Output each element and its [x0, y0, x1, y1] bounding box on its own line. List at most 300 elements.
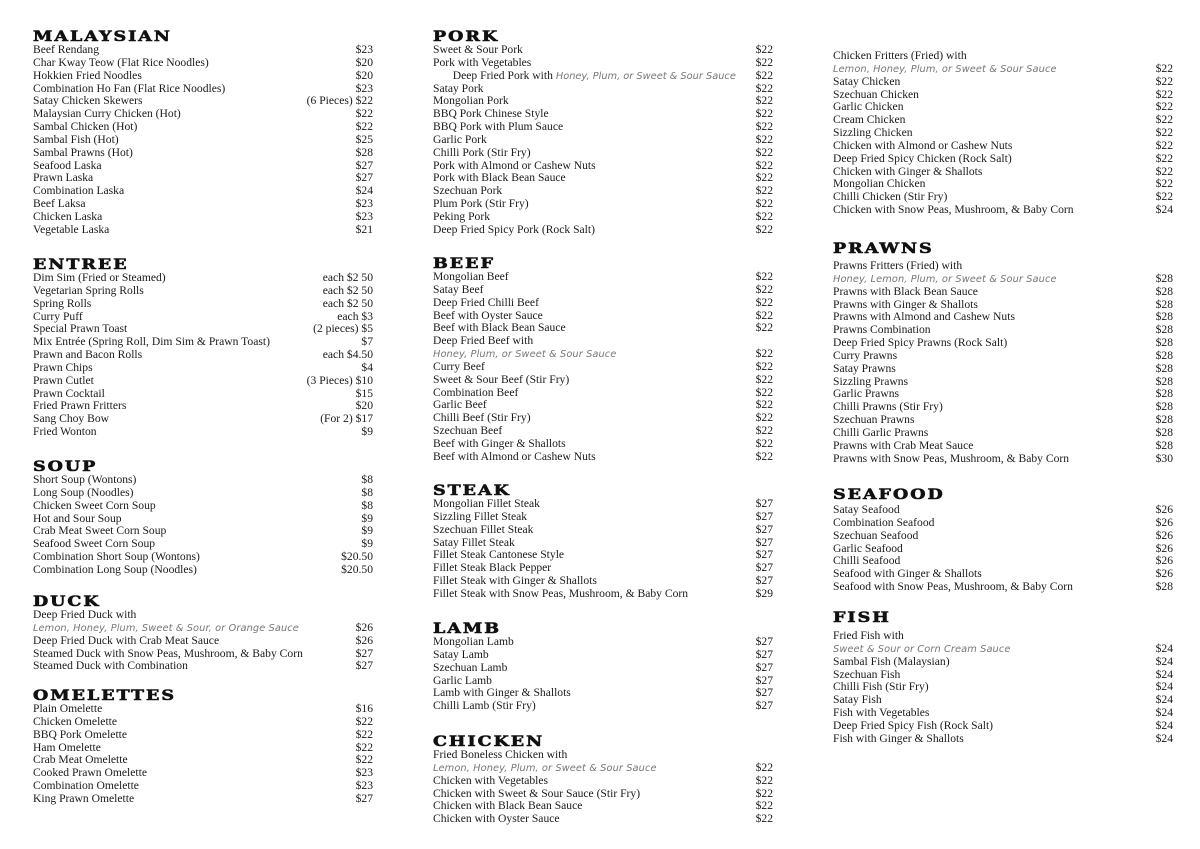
item-name: Steamed Duck with Snow Peas, Mushroom, & Baby Corn [33, 646, 303, 660]
menu-list [433, 361, 773, 464]
item-name: Sweet & Sour Pork [433, 43, 523, 56]
item-price: $22 [755, 398, 773, 412]
item-price: $8 [361, 498, 373, 512]
menu-item-lead [833, 260, 1173, 273]
item-price: $22 [755, 295, 773, 309]
menu-list [433, 775, 773, 826]
section-chicken-continued [833, 50, 1173, 217]
item-name: Fried Boneless Chicken with [433, 748, 568, 761]
item-name: Mongolian Fillet Steak [433, 497, 540, 510]
item-name: Malaysian Curry Chicken (Hot) [33, 107, 181, 121]
menu-item-sauce [833, 273, 1173, 286]
menu-item [433, 588, 773, 601]
item-name: Beef with Black Bean Sauce [433, 321, 566, 335]
sauce-options: Honey, Plum, or Sweet & Sour Sauce [433, 349, 617, 361]
menu-item [833, 427, 1173, 440]
menu-item [433, 121, 773, 134]
menu-item [33, 703, 373, 716]
menu-item [33, 660, 373, 673]
item-name: Chilli Lamb (Stir Fry) [433, 699, 536, 713]
item-price: $28 [355, 145, 373, 159]
item-name: Fried Prawn Fritters [33, 399, 127, 413]
item-price: $28 [1155, 348, 1173, 362]
menu-list [33, 474, 373, 577]
item-price: $27 [355, 659, 373, 673]
menu-item [833, 127, 1173, 140]
item-name: Beef Laksa [33, 197, 86, 211]
item-price: $28 [1155, 336, 1173, 350]
item-price: $24 [355, 184, 373, 198]
item-name: Sambal Chicken (Hot) [33, 120, 138, 134]
item-price: $28 [1155, 323, 1173, 337]
item-price: $8 [361, 485, 373, 499]
item-price: $27 [755, 686, 773, 700]
item-price: $22 [755, 282, 773, 296]
item-name: Szechuan Prawns [833, 413, 915, 427]
menu-list [433, 44, 773, 237]
item-price: $22 [755, 359, 773, 373]
menu-item [433, 636, 773, 649]
item-price: $7 [361, 335, 373, 349]
item-price: $22 [355, 714, 373, 728]
item-price: $22 [1155, 164, 1173, 178]
item-price: $28 [1155, 425, 1173, 439]
menu-item [433, 361, 773, 374]
item-price: $22 [755, 184, 773, 198]
item-price: $9 [361, 511, 373, 525]
menu-item [833, 453, 1173, 466]
item-name: Beef Rendang [33, 43, 99, 56]
menu-item [33, 474, 373, 487]
item-name: Spring Rolls [33, 296, 92, 310]
item-price: $26 [1155, 528, 1173, 542]
item-price: $24 [1155, 693, 1173, 707]
item-name: Prawns with Black Bean Sauce [833, 284, 978, 298]
menu-list [33, 272, 373, 439]
section-prawns [833, 242, 1173, 466]
section-heading: SOUP [33, 459, 98, 475]
item-name: Chicken with Ginger & Shallots [833, 164, 983, 178]
menu-item [433, 775, 773, 788]
item-name: Combination Omelette [33, 779, 139, 793]
menu-item [833, 530, 1173, 543]
item-name: Combination Seafood [833, 515, 935, 529]
item-name: Beef with Oyster Sauce [433, 308, 543, 322]
item-price: $22 [355, 107, 373, 121]
menu-item [433, 813, 773, 826]
item-name: BBQ Pork Omelette [33, 727, 128, 741]
item-price: $27 [755, 535, 773, 549]
item-price: $27 [755, 548, 773, 562]
item-price: each $4.50 [322, 348, 373, 362]
section-pork [433, 30, 773, 237]
item-name: Cooked Prawn Omelette [33, 766, 147, 780]
section-heading: FISH [833, 610, 891, 626]
item-name: Garlic Prawns [833, 387, 900, 401]
menu-item-sauce [433, 348, 773, 361]
section-heading: DUCK [33, 594, 101, 610]
item-price: $27 [755, 561, 773, 575]
item-price: $22 [355, 727, 373, 741]
item-name: Vegetarian Spring Rolls [33, 283, 144, 297]
item-price: $28 [1155, 400, 1173, 414]
item-price: $22 [755, 107, 773, 121]
sauce-options: Lemon, Honey, Plum, or Sweet & Sour Sauce [433, 762, 657, 774]
item-price: $22 [1155, 113, 1173, 127]
item-price: $20.50 [341, 562, 373, 576]
menu-item [33, 224, 373, 237]
menu-item [433, 700, 773, 713]
menu-item [33, 121, 373, 134]
section-heading: OMELETTES [33, 688, 177, 704]
item-name: Deep Fried Spicy Pork (Rock Salt) [433, 222, 595, 236]
item-price: $22 [755, 171, 773, 185]
item-price: (2 pieces) $5 [313, 322, 373, 336]
item-price: $9 [361, 425, 373, 439]
item-price: $27 [755, 699, 773, 713]
item-name: Chilli Seafood [833, 554, 901, 568]
menu-list [433, 498, 773, 601]
item-name: Mongolian Beef [433, 270, 509, 283]
item-price: $22 [755, 385, 773, 399]
sauce-options: Lemon, Honey, Plum, or Sweet & Sour Sauce [833, 63, 1057, 75]
item-name-wrap [453, 70, 736, 84]
menu-item [33, 70, 373, 83]
item-name: Satay Seafood [833, 503, 900, 516]
item-price: $30 [1155, 451, 1173, 465]
menu-item [833, 720, 1173, 733]
item-name: Deep Fried Duck with Crab Meat Sauce [33, 633, 220, 647]
item-name: Chicken with Snow Peas, Mushroom, & Baby Corn [833, 203, 1074, 217]
item-name: Long Soup (Noodles) [33, 485, 134, 499]
menu-item [433, 297, 773, 310]
item-price: $27 [755, 574, 773, 588]
item-name: Pork with Almond or Cashew Nuts [433, 158, 596, 172]
item-price: $22 [755, 270, 773, 283]
item-name: Deep Fried Beef with [433, 334, 534, 348]
item-price: $26 [355, 620, 373, 634]
item-price: each $3 [337, 309, 373, 323]
item-name: Satay Chicken [833, 74, 901, 88]
item-price: $26 [355, 633, 373, 647]
item-price: $29 [755, 586, 773, 600]
item-price: (3 Pieces) $10 [306, 373, 373, 387]
item-name: Lamb with Ginger & Shallots [433, 686, 571, 700]
item-name: Seafood Laska [33, 158, 102, 172]
item-price: $8 [361, 473, 373, 486]
menu-item [833, 350, 1173, 363]
section-omelettes [33, 689, 373, 806]
item-price: each $2 50 [322, 296, 373, 310]
menu-item [33, 793, 373, 806]
item-price: $27 [755, 647, 773, 661]
item-price: $24 [1155, 667, 1173, 681]
menu-item [833, 363, 1173, 376]
item-price: $22 [1155, 177, 1173, 191]
item-name: Peking Pork [433, 209, 491, 223]
section-fish [833, 611, 1173, 746]
item-price: $28 [1155, 387, 1173, 401]
menu-list [833, 286, 1173, 466]
item-price: $22 [1155, 61, 1173, 75]
item-price: $28 [1155, 413, 1173, 427]
menu-item [433, 224, 773, 237]
item-price: $24 [1155, 641, 1173, 655]
menu-item [433, 662, 773, 675]
item-name: Prawns with Crab Meat Sauce [833, 438, 974, 452]
item-price: $22 [755, 321, 773, 335]
item-price: (6 Pieces) $22 [306, 94, 373, 108]
item-name: Chilli Chicken (Stir Fry) [833, 190, 948, 204]
menu-item [433, 451, 773, 464]
item-name: Fish with Ginger & Shallots [833, 731, 964, 745]
menu-item [33, 780, 373, 793]
item-name: Seafood with Snow Peas, Mushroom, & Baby Corn [833, 580, 1073, 594]
menu-item [433, 438, 773, 451]
item-name: Sizzling Chicken [833, 126, 913, 140]
item-price: $22 [755, 145, 773, 159]
section-heading: PRAWNS [833, 241, 934, 257]
item-price: $22 [755, 132, 773, 146]
item-price: $22 [755, 43, 773, 56]
menu-item [33, 44, 373, 57]
item-name: Szechuan Pork [433, 184, 503, 198]
item-price: $23 [355, 81, 373, 95]
item-price: $26 [1155, 554, 1173, 568]
item-price: $22 [355, 120, 373, 134]
item-name: Hot and Sour Soup [33, 511, 122, 525]
item-name: Deep Fried Chilli Beef [433, 295, 539, 309]
item-name: Garlic Seafood [833, 541, 903, 555]
menu-item [433, 524, 773, 537]
item-price: $22 [755, 436, 773, 450]
item-name: Chicken Omelette [33, 714, 118, 728]
item-name: Ham Omelette [33, 740, 101, 754]
item-name: Fish with Vegetables [833, 706, 930, 720]
menu-item-sauce [833, 63, 1173, 76]
item-name: Satay Beef [433, 282, 484, 296]
item-name: Prawn Cocktail [33, 386, 105, 400]
item-price: $22 [755, 197, 773, 211]
menu-item [33, 298, 373, 311]
item-name: BBQ Pork Chinese Style [433, 107, 549, 121]
item-price: $22 [1155, 100, 1173, 114]
item-name: Mongolian Lamb [433, 635, 514, 648]
item-name: Prawns with Ginger & Shallots [833, 297, 978, 311]
item-price: $22 [755, 347, 773, 361]
menu-item [33, 635, 373, 648]
item-price: $28 [1155, 361, 1173, 375]
item-name: King Prawn Omelette [33, 791, 135, 805]
item-price: $22 [755, 411, 773, 425]
item-price: $23 [355, 779, 373, 793]
item-price: $9 [361, 537, 373, 551]
sauce-options: Sweet & Sour or Corn Cream Sauce [833, 643, 1011, 655]
item-price: $27 [355, 171, 373, 185]
section-heading: LAMB [433, 621, 502, 637]
section-heading: CHICKEN [433, 734, 545, 750]
section-soup [33, 460, 373, 577]
sauce-options: Honey, Plum, or Sweet & Sour Sauce [555, 70, 736, 82]
item-name: Satay Pork [433, 81, 484, 95]
item-name: Chicken Sweet Corn Soup [33, 498, 156, 512]
menu-item [833, 153, 1173, 166]
item-name: Beef with Ginger & Shallots [433, 436, 566, 450]
item-name: Combination Short Soup (Wontons) [33, 550, 200, 564]
item-name: Deep Fried Spicy Prawns (Rock Salt) [833, 336, 1008, 350]
item-price: $24 [1155, 203, 1173, 217]
menu-list [33, 703, 373, 806]
item-price: $22 [755, 81, 773, 95]
item-price: $22 [1155, 74, 1173, 88]
menu-list [33, 635, 373, 674]
item-price: $22 [755, 158, 773, 172]
menu-item [833, 681, 1173, 694]
section-steak [433, 484, 773, 601]
item-name: Mongolian Pork [433, 94, 509, 108]
menu-item [433, 271, 773, 284]
item-name: Combination Ho Fan (Flat Rice Noodles) [33, 81, 226, 95]
menu-item [433, 374, 773, 387]
item-price: $27 [355, 791, 373, 805]
item-name: Crab Meat Sweet Corn Soup [33, 524, 167, 538]
menu-item [33, 349, 373, 362]
item-price: $22 [755, 799, 773, 813]
item-name: Garlic Chicken [833, 100, 904, 114]
section-heading: SEAFOOD [833, 487, 945, 503]
section-heading: ENTREE [33, 257, 129, 273]
item-name: Satay Fillet Steak [433, 535, 515, 549]
item-price: $23 [355, 43, 373, 56]
menu-item [433, 44, 773, 57]
item-name: Dim Sim (Fried or Steamed) [33, 271, 166, 284]
item-name: Deep Fried Duck with [33, 608, 137, 621]
item-name: Prawn Chips [33, 360, 93, 374]
item-price: $22 [755, 812, 773, 826]
menu-item [433, 498, 773, 511]
section-beef [433, 257, 773, 464]
item-name: Prawns with Almond and Cashew Nuts [833, 310, 1015, 324]
menu-item [833, 707, 1173, 720]
item-name: Sang Choy Bow [33, 412, 110, 426]
menu-item [33, 564, 373, 577]
item-name: Seafood with Ginger & Shallots [833, 567, 982, 581]
item-price: $24 [1155, 718, 1173, 732]
item-name: Chicken with Oyster Sauce [433, 812, 560, 826]
item-price: $27 [755, 509, 773, 523]
menu-item [33, 272, 373, 285]
item-price: $20.50 [341, 550, 373, 564]
item-price: $28 [1155, 271, 1173, 285]
menu-item [833, 733, 1173, 746]
item-price: each $2 50 [322, 271, 373, 284]
item-name: Curry Beef [433, 359, 485, 373]
menu-item [433, 211, 773, 224]
item-price: $22 [755, 773, 773, 787]
item-name: Garlic Beef [433, 398, 487, 412]
item-name: Chilli Prawns (Stir Fry) [833, 400, 943, 414]
item-name: Szechuan Fish [833, 667, 901, 681]
item-name: Szechuan Lamb [433, 660, 508, 674]
item-name: Deep Fried Pork with [452, 68, 553, 82]
item-price: $22 [755, 94, 773, 108]
menu-item [833, 440, 1173, 453]
menu-item-lead [433, 335, 773, 348]
item-price: $26 [1155, 515, 1173, 529]
item-price: $22 [755, 760, 773, 774]
menu-item [833, 517, 1173, 530]
item-name: Szechuan Beef [433, 424, 503, 438]
item-price: $22 [755, 209, 773, 223]
item-price: $20 [355, 68, 373, 82]
item-name: Chicken with Vegetables [433, 773, 549, 787]
item-name: Cream Chicken [833, 113, 906, 127]
item-price: $26 [1155, 541, 1173, 555]
item-name: Sizzling Prawns [833, 374, 909, 388]
item-name: Mongolian Chicken [833, 177, 926, 191]
menu-item [833, 504, 1173, 517]
item-name: Prawn Laska [33, 171, 94, 185]
item-name: Vegetable Laska [33, 222, 110, 236]
item-price: $23 [355, 197, 373, 211]
item-name: Beef with Almond or Cashew Nuts [433, 449, 596, 463]
item-name: Curry Puff [33, 309, 83, 323]
item-price: $28 [1155, 297, 1173, 311]
item-price: $24 [1155, 654, 1173, 668]
item-price: $24 [1155, 706, 1173, 720]
menu-item [833, 204, 1173, 217]
item-price: $22 [755, 372, 773, 386]
item-price: $9 [361, 524, 373, 538]
section-chicken [433, 735, 773, 826]
sauce-options: Lemon, Honey, Plum, Sweet & Sour, or Orange Sauce [33, 622, 299, 634]
item-price: $22 [755, 222, 773, 236]
item-price: $28 [1155, 374, 1173, 388]
item-price: $22 [755, 55, 773, 69]
menu-list [433, 271, 773, 335]
item-price: each $2 50 [322, 283, 373, 297]
item-name: Steamed Duck with Combination [33, 659, 188, 673]
item-price: $22 [755, 786, 773, 800]
item-name: Szechuan Chicken [833, 87, 919, 101]
item-name: Fillet Steak Cantonese Style [433, 548, 565, 562]
item-name: Fillet Steak with Snow Peas, Mushroom, & Baby Corn [433, 586, 689, 600]
item-name: Satay Fish [833, 693, 882, 707]
menu-item [33, 500, 373, 513]
menu-item [33, 375, 373, 388]
section-seafood [833, 488, 1173, 594]
menu-item [33, 362, 373, 375]
item-price: $21 [355, 222, 373, 236]
item-name: Szechuan Seafood [833, 528, 919, 542]
item-name: Chilli Beef (Stir Fry) [433, 411, 531, 425]
item-name: Pork with Vegetables [433, 55, 532, 69]
item-price: $4 [361, 360, 373, 374]
item-name: Fried Wonton [33, 425, 97, 439]
menu-item [33, 147, 373, 160]
item-price: $22 [1155, 138, 1173, 152]
item-price: $22 [1155, 126, 1173, 140]
item-name: Fillet Steak Black Pepper [433, 561, 552, 575]
item-name: BBQ Pork with Plum Sauce [433, 120, 564, 134]
menu-item [33, 487, 373, 500]
item-price: $27 [755, 673, 773, 687]
menu-item [33, 134, 373, 147]
item-price: $22 [755, 120, 773, 134]
item-price: $28 [1155, 284, 1173, 298]
item-name: Combination Long Soup (Noodles) [33, 562, 197, 576]
menu-list [833, 76, 1173, 217]
